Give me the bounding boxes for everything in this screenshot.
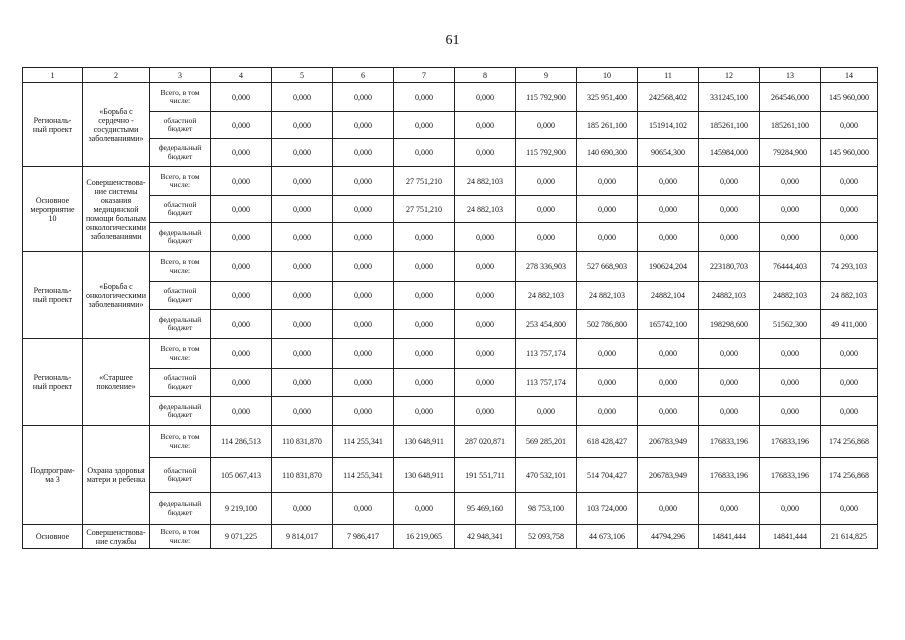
- table-row: [23, 310, 878, 339]
- amount-cell: 0,000: [577, 196, 638, 223]
- amount-cell: 16 219,065: [394, 525, 455, 549]
- amount-cell: 95 469,160: [455, 493, 516, 525]
- amount-cell: 325 951,400: [577, 83, 638, 112]
- amount-cell: 115 792,900: [516, 139, 577, 167]
- amount-cell: 0,000: [760, 223, 821, 252]
- amount-cell: 0,000: [211, 112, 272, 139]
- amount-cell: 0,000: [455, 252, 516, 282]
- amount-cell: 21 614,825: [821, 525, 878, 549]
- amount-cell: 0,000: [333, 310, 394, 339]
- amount-cell: 114 255,341: [333, 458, 394, 493]
- program-name-cell: Совершенствова- ние системы оказания медицинской помощи больным онкологическими заболеваниями: [83, 167, 150, 252]
- table-row: [23, 493, 878, 525]
- amount-cell: 145 960,000: [821, 83, 878, 112]
- column-header-5: 5: [272, 68, 333, 83]
- table-row: [23, 426, 878, 458]
- amount-cell: 0,000: [516, 397, 577, 426]
- amount-cell: 0,000: [333, 83, 394, 112]
- amount-cell: 0,000: [455, 139, 516, 167]
- amount-cell: 0,000: [821, 167, 878, 196]
- amount-cell: 0,000: [577, 369, 638, 397]
- column-header-10: 10: [577, 68, 638, 83]
- table-row: [23, 252, 878, 282]
- funding-source-cell: областной бюджет: [150, 458, 211, 493]
- funding-source-cell: областной бюджет: [150, 282, 211, 310]
- amount-cell: 105 067,413: [211, 458, 272, 493]
- amount-cell: 176833,196: [699, 458, 760, 493]
- amount-cell: 0,000: [821, 369, 878, 397]
- amount-cell: 0,000: [577, 397, 638, 426]
- amount-cell: 0,000: [821, 112, 878, 139]
- amount-cell: 0,000: [638, 167, 699, 196]
- program-name-cell: Совершенствова- ние службы: [83, 525, 150, 549]
- amount-cell: 502 786,800: [577, 310, 638, 339]
- program-name-cell: Охрана здоровья матери и ребенка: [83, 426, 150, 525]
- amount-cell: 140 690,300: [577, 139, 638, 167]
- amount-cell: 0,000: [272, 310, 333, 339]
- table-row: [23, 223, 878, 252]
- amount-cell: 114 286,513: [211, 426, 272, 458]
- program-name-cell: «Борьба с сердечно - сосудистыми заболеваниями»: [83, 83, 150, 167]
- amount-cell: 0,000: [394, 369, 455, 397]
- amount-cell: 42 948,341: [455, 525, 516, 549]
- program-type-cell: Основное мероприятие 10: [23, 167, 83, 252]
- table-row: [23, 196, 878, 223]
- amount-cell: 110 831,870: [272, 426, 333, 458]
- amount-cell: 0,000: [821, 397, 878, 426]
- amount-cell: 0,000: [394, 310, 455, 339]
- amount-cell: 0,000: [638, 369, 699, 397]
- amount-cell: 569 285,201: [516, 426, 577, 458]
- amount-cell: 27 751,210: [394, 167, 455, 196]
- amount-cell: 0,000: [211, 282, 272, 310]
- funding-source-cell: федеральный бюджет: [150, 223, 211, 252]
- column-header-14: 14: [821, 68, 878, 83]
- amount-cell: 7 986,417: [333, 525, 394, 549]
- column-header-3: 3: [150, 68, 211, 83]
- funding-source-cell: Всего, в том числе:: [150, 339, 211, 369]
- funding-source-cell: Всего, в том числе:: [150, 426, 211, 458]
- amount-cell: 0,000: [211, 196, 272, 223]
- amount-cell: 0,000: [638, 339, 699, 369]
- amount-cell: 0,000: [394, 139, 455, 167]
- header-row: [23, 68, 878, 83]
- amount-cell: 0,000: [211, 369, 272, 397]
- amount-cell: 514 704,427: [577, 458, 638, 493]
- amount-cell: 0,000: [272, 397, 333, 426]
- amount-cell: 206783,949: [638, 458, 699, 493]
- amount-cell: 0,000: [211, 223, 272, 252]
- amount-cell: 0,000: [638, 397, 699, 426]
- column-header-8: 8: [455, 68, 516, 83]
- amount-cell: 0,000: [699, 369, 760, 397]
- amount-cell: 0,000: [333, 339, 394, 369]
- amount-cell: 0,000: [821, 493, 878, 525]
- program-type-cell: Подпрограм- ма 3: [23, 426, 83, 525]
- amount-cell: 0,000: [272, 196, 333, 223]
- table-row: [23, 525, 878, 549]
- amount-cell: 174 256,868: [821, 426, 878, 458]
- amount-cell: 0,000: [577, 223, 638, 252]
- amount-cell: 51562,300: [760, 310, 821, 339]
- amount-cell: 0,000: [821, 223, 878, 252]
- amount-cell: 0,000: [394, 493, 455, 525]
- amount-cell: 527 668,903: [577, 252, 638, 282]
- amount-cell: 113 757,174: [516, 369, 577, 397]
- amount-cell: 145 960,000: [821, 139, 878, 167]
- funding-source-cell: федеральный бюджет: [150, 493, 211, 525]
- amount-cell: 0,000: [516, 112, 577, 139]
- amount-cell: 49 411,000: [821, 310, 878, 339]
- column-header-4: 4: [211, 68, 272, 83]
- amount-cell: 0,000: [272, 83, 333, 112]
- table-body: [23, 83, 878, 549]
- amount-cell: 0,000: [211, 252, 272, 282]
- amount-cell: 0,000: [272, 223, 333, 252]
- amount-cell: 0,000: [272, 282, 333, 310]
- table-row: [23, 397, 878, 426]
- funding-source-cell: федеральный бюджет: [150, 397, 211, 426]
- amount-cell: 0,000: [211, 339, 272, 369]
- program-name-cell: «Старшее поколение»: [83, 339, 150, 426]
- amount-cell: 24882,104: [638, 282, 699, 310]
- amount-cell: 287 020,871: [455, 426, 516, 458]
- amount-cell: 185261,100: [760, 112, 821, 139]
- amount-cell: 151914,102: [638, 112, 699, 139]
- amount-cell: 470 532,101: [516, 458, 577, 493]
- amount-cell: 0,000: [272, 339, 333, 369]
- amount-cell: 0,000: [333, 493, 394, 525]
- amount-cell: 0,000: [272, 369, 333, 397]
- amount-cell: 0,000: [760, 397, 821, 426]
- amount-cell: 0,000: [333, 196, 394, 223]
- program-name-cell: «Борьба с онкологическими заболеваниями»: [83, 252, 150, 339]
- funding-source-cell: областной бюджет: [150, 369, 211, 397]
- table-row: [23, 458, 878, 493]
- amount-cell: 0,000: [577, 339, 638, 369]
- amount-cell: 190624,204: [638, 252, 699, 282]
- amount-cell: 114 255,341: [333, 426, 394, 458]
- amount-cell: 176833,196: [760, 426, 821, 458]
- amount-cell: 0,000: [333, 252, 394, 282]
- amount-cell: 278 336,903: [516, 252, 577, 282]
- amount-cell: 0,000: [455, 369, 516, 397]
- amount-cell: 0,000: [455, 83, 516, 112]
- budget-table: [22, 67, 878, 549]
- amount-cell: 0,000: [760, 167, 821, 196]
- amount-cell: 115 792,900: [516, 83, 577, 112]
- amount-cell: 90654,300: [638, 139, 699, 167]
- amount-cell: 24 882,103: [516, 282, 577, 310]
- funding-source-cell: федеральный бюджет: [150, 139, 211, 167]
- amount-cell: 0,000: [699, 397, 760, 426]
- program-type-cell: Региональ- ный проект: [23, 83, 83, 167]
- amount-cell: 0,000: [394, 112, 455, 139]
- amount-cell: 185261,100: [699, 112, 760, 139]
- amount-cell: 0,000: [455, 310, 516, 339]
- funding-source-cell: Всего, в том числе:: [150, 252, 211, 282]
- amount-cell: 0,000: [455, 223, 516, 252]
- funding-source-cell: Всего, в том числе:: [150, 83, 211, 112]
- amount-cell: 44 673,106: [577, 525, 638, 549]
- table-row: [23, 83, 878, 112]
- amount-cell: 0,000: [211, 83, 272, 112]
- amount-cell: 618 428,427: [577, 426, 638, 458]
- amount-cell: 0,000: [699, 339, 760, 369]
- funding-source-cell: Всего, в том числе:: [150, 525, 211, 549]
- table-row: [23, 167, 878, 196]
- amount-cell: 24 882,103: [577, 282, 638, 310]
- amount-cell: 0,000: [516, 223, 577, 252]
- program-type-cell: Региональ- ный проект: [23, 339, 83, 426]
- amount-cell: 0,000: [760, 339, 821, 369]
- amount-cell: 191 551,711: [455, 458, 516, 493]
- program-type-cell: Региональ- ный проект: [23, 252, 83, 339]
- amount-cell: 0,000: [272, 252, 333, 282]
- amount-cell: 264546,000: [760, 83, 821, 112]
- column-header-2: 2: [83, 68, 150, 83]
- amount-cell: 0,000: [333, 369, 394, 397]
- column-header-6: 6: [333, 68, 394, 83]
- amount-cell: 0,000: [333, 112, 394, 139]
- amount-cell: 0,000: [272, 493, 333, 525]
- funding-source-cell: Всего, в том числе:: [150, 167, 211, 196]
- amount-cell: 14841,444: [760, 525, 821, 549]
- amount-cell: 110 831,870: [272, 458, 333, 493]
- amount-cell: 76444,403: [760, 252, 821, 282]
- amount-cell: 165742,100: [638, 310, 699, 339]
- amount-cell: 223180,703: [699, 252, 760, 282]
- column-header-7: 7: [394, 68, 455, 83]
- amount-cell: 242568,402: [638, 83, 699, 112]
- amount-cell: 103 724,000: [577, 493, 638, 525]
- amount-cell: 0,000: [333, 167, 394, 196]
- amount-cell: 24882,103: [699, 282, 760, 310]
- amount-cell: 0,000: [394, 282, 455, 310]
- amount-cell: 9 814,017: [272, 525, 333, 549]
- amount-cell: 79284,900: [760, 139, 821, 167]
- amount-cell: 0,000: [455, 397, 516, 426]
- amount-cell: 0,000: [455, 112, 516, 139]
- amount-cell: 0,000: [394, 223, 455, 252]
- amount-cell: 0,000: [638, 493, 699, 525]
- amount-cell: 0,000: [699, 493, 760, 525]
- amount-cell: 0,000: [699, 167, 760, 196]
- amount-cell: 0,000: [821, 196, 878, 223]
- amount-cell: 0,000: [333, 282, 394, 310]
- amount-cell: 52 093,758: [516, 525, 577, 549]
- amount-cell: 198298,600: [699, 310, 760, 339]
- page-number: 61: [445, 33, 460, 48]
- amount-cell: 0,000: [394, 397, 455, 426]
- amount-cell: 185 261,100: [577, 112, 638, 139]
- amount-cell: 0,000: [211, 139, 272, 167]
- amount-cell: 176833,196: [760, 458, 821, 493]
- amount-cell: 331245,100: [699, 83, 760, 112]
- amount-cell: 253 454,800: [516, 310, 577, 339]
- column-header-11: 11: [638, 68, 699, 83]
- amount-cell: 0,000: [272, 167, 333, 196]
- amount-cell: 24 882,103: [455, 196, 516, 223]
- column-header-13: 13: [760, 68, 821, 83]
- column-header-9: 9: [516, 68, 577, 83]
- amount-cell: 0,000: [760, 369, 821, 397]
- amount-cell: 0,000: [455, 339, 516, 369]
- amount-cell: 0,000: [211, 397, 272, 426]
- amount-cell: 0,000: [455, 282, 516, 310]
- amount-cell: 0,000: [638, 223, 699, 252]
- amount-cell: 0,000: [516, 167, 577, 196]
- amount-cell: 0,000: [760, 493, 821, 525]
- amount-cell: 174 256,868: [821, 458, 878, 493]
- amount-cell: 27 751,210: [394, 196, 455, 223]
- column-header-1: 1: [23, 68, 83, 83]
- column-header-12: 12: [699, 68, 760, 83]
- amount-cell: 0,000: [333, 139, 394, 167]
- amount-cell: 145984,000: [699, 139, 760, 167]
- amount-cell: 0,000: [577, 167, 638, 196]
- amount-cell: 0,000: [821, 339, 878, 369]
- program-type-cell: Основное: [23, 525, 83, 549]
- amount-cell: 130 648,911: [394, 458, 455, 493]
- funding-source-cell: областной бюджет: [150, 196, 211, 223]
- amount-cell: 14841,444: [699, 525, 760, 549]
- amount-cell: 0,000: [638, 196, 699, 223]
- amount-cell: 0,000: [333, 223, 394, 252]
- funding-source-cell: федеральный бюджет: [150, 310, 211, 339]
- amount-cell: 24 882,103: [821, 282, 878, 310]
- amount-cell: 9 219,100: [211, 493, 272, 525]
- funding-source-cell: областной бюджет: [150, 112, 211, 139]
- amount-cell: 44794,296: [638, 525, 699, 549]
- amount-cell: 176833,196: [699, 426, 760, 458]
- amount-cell: 113 757,174: [516, 339, 577, 369]
- amount-cell: 0,000: [699, 196, 760, 223]
- table-row: [23, 112, 878, 139]
- amount-cell: 98 753,100: [516, 493, 577, 525]
- amount-cell: 24882,103: [760, 282, 821, 310]
- amount-cell: 130 648,911: [394, 426, 455, 458]
- amount-cell: 9 071,225: [211, 525, 272, 549]
- amount-cell: 24 882,103: [455, 167, 516, 196]
- amount-cell: 0,000: [211, 167, 272, 196]
- amount-cell: 206783,949: [638, 426, 699, 458]
- amount-cell: 0,000: [272, 112, 333, 139]
- amount-cell: 0,000: [760, 196, 821, 223]
- table-row: [23, 339, 878, 369]
- amount-cell: 0,000: [516, 196, 577, 223]
- amount-cell: 0,000: [272, 139, 333, 167]
- amount-cell: 0,000: [333, 397, 394, 426]
- table-row: [23, 282, 878, 310]
- amount-cell: 0,000: [394, 252, 455, 282]
- amount-cell: 0,000: [394, 83, 455, 112]
- amount-cell: 0,000: [211, 310, 272, 339]
- amount-cell: 0,000: [699, 223, 760, 252]
- table-row: [23, 139, 878, 167]
- table-row: [23, 369, 878, 397]
- amount-cell: 74 293,103: [821, 252, 878, 282]
- amount-cell: 0,000: [394, 339, 455, 369]
